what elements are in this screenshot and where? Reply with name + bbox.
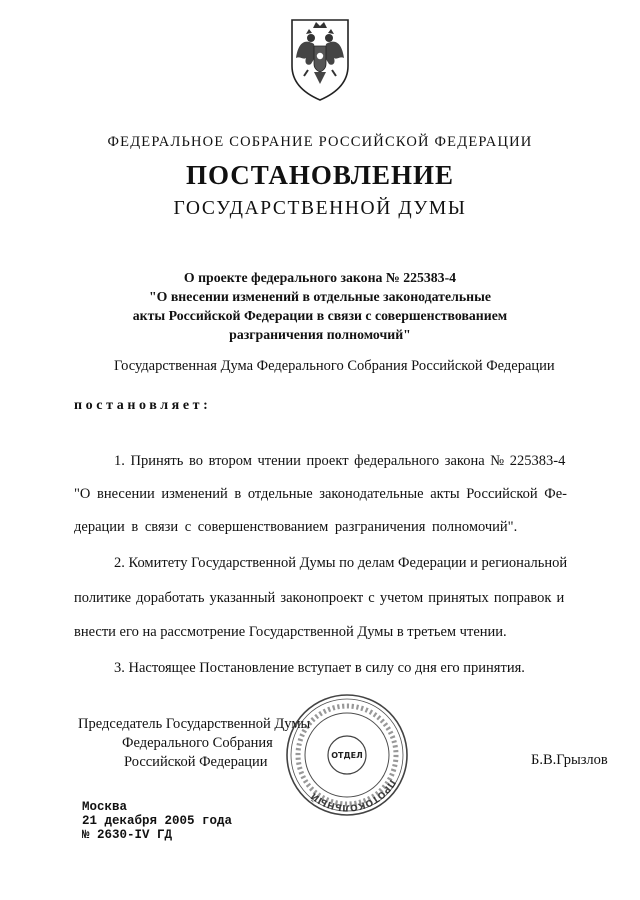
stamp-center-text: ОТДЕЛ [331,751,363,760]
stamp-ring-text: ПРОТОКОЛЬНЫЙ [309,777,397,813]
signatory-role-line: Российской Федерации [124,754,268,770]
item-1-line: "О внесении изменений в отдельные законодательные акты Российской Фе- [74,486,567,502]
bill-title-line: О проекте федерального закона № 225383-4 [183,270,457,285]
resolves-heading: постановляет: [74,398,212,413]
bill-title-line: разграничения полномочий" [229,327,411,342]
bill-title-line: акты Российской Федерации в связи с совершенствованием [132,308,508,323]
signatory-name: Б.В.Грызлов [531,752,608,768]
document-subtitle: ГОСУДАРСТВЕННОЙ ДУМЫ [173,198,467,219]
item-2-line: политике доработать указанный законопроект с учетом принятых поправок и [74,590,565,606]
item-2-line: 2. Комитету Государственной Думы по делам Федерации и региональной [114,555,568,571]
official-stamp [282,690,412,820]
document-title: ПОСТАНОВЛЕНИЕ [185,160,455,190]
bill-title-line: "О внесении изменений в отдельные законодательные [149,289,491,304]
signatory-role-line: Председатель Государственной Думы [78,716,311,732]
issue-date: 21 декабря 2005 года [82,814,233,828]
coat-of-arms-icon [284,14,356,104]
item-3-line: 3. Настоящее Постановление вступает в силу со дня его принятия. [114,660,525,676]
organization-name: ФЕДЕРАЛЬНОЕ СОБРАНИЕ РОССИЙСКОЙ ФЕДЕРАЦИИ [107,134,533,150]
signatory-role-line: Федерального Собрания [122,735,273,751]
item-1-line: 1. Принять во втором чтении проект федерального закона № 225383-4 [114,453,566,469]
intro-paragraph: Государственная Дума Федерального Собрания Российской Федерации [114,358,555,374]
issue-city: Москва [82,800,128,814]
document-number: № 2630-IV ГД [82,828,173,842]
item-2-line: внести его на рассмотрение Государственной Думы в третьем чтении. [74,624,507,640]
item-1-line: дерации в связи с совершенствованием разграничения полномочий". [74,519,518,535]
svg-text:ПРОТОКОЛЬНЫЙ [308,778,396,813]
